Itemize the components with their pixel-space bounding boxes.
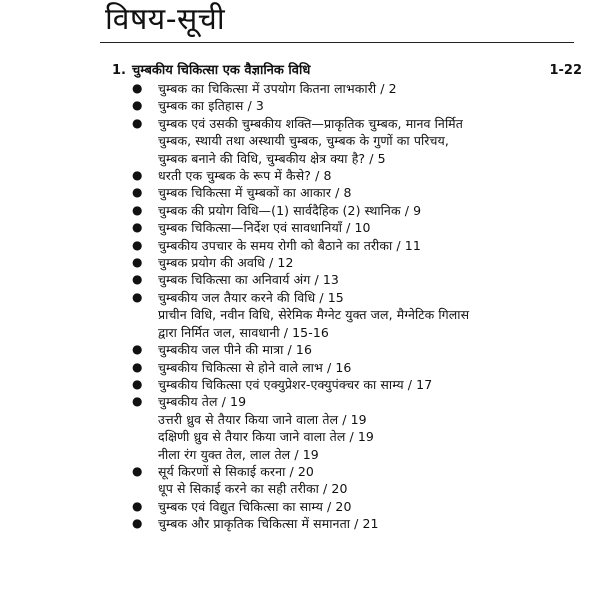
toc-entry [132,463,530,498]
toc-entry [132,515,530,532]
toc-subentry-text: उत्तरी ध्रुव से तैयार किया जाने वाला तेल / 19 [158,411,367,427]
page-title: विषय-सूची [105,2,226,37]
toc-entry-text: चुम्बकीय उपचार के समय रोगी को बैठाने का तरीका / 11 [158,237,421,253]
bullet-icon: ● [132,394,143,409]
toc-entry-text: चुम्बकीय जल तैयार करने की विधि / 15 [158,289,344,305]
bullet-icon: ● [132,272,143,287]
chapter-number: 1. [112,63,126,78]
toc-entry-list [0,80,600,533]
toc-entry-text: चुम्बक चिकित्सा—निर्देश एवं सावधानियाँ / 10 [158,220,371,236]
toc-entry [132,97,530,114]
toc-entry-text: चुम्बक का चिकित्सा में उपयोग कितना लाभकारी / 2 [158,81,397,96]
bullet-icon: ● [132,168,143,183]
bullet-icon: ● [132,342,143,357]
toc-subentry-text: प्राचीन विधि, नवीन विधि, सेरेमिक मैग्नेट युक्त जल, मैग्नेटिक गिलास [158,307,470,323]
bullet-icon: ● [132,255,143,270]
toc-entry-text: चुम्बक और प्राकृतिक चिकित्सा में समानता / 21 [158,516,379,532]
toc-entry-text: चुम्बक एवं विद्युत चिकित्सा का साम्य / 20 [158,498,352,514]
toc-entry [132,359,530,376]
toc-entry [132,184,530,201]
toc-entry-text: चुम्बक की प्रयोग विधि—(1) सार्वदैहिक (2) स्थानिक / 9 [158,202,422,218]
toc-entry-text: चुम्बकीय तेल / 19 [158,394,247,410]
toc-entry-text: चुम्बकीय चिकित्सा से होने वाले लाभ / 16 [158,359,352,375]
bullet-icon: ● [132,516,143,531]
bullet-icon: ● [132,220,143,235]
toc-entry [132,341,530,358]
toc-entry-text: चुम्बक बनाने की विधि, चुम्बकीय क्षेत्र क्या है? / 5 [158,150,386,166]
toc-entry [132,80,530,97]
toc-entry-text: सूर्य किरणों से सिकाई करना / 20 [158,463,314,479]
toc-subentry-text: नीला रंग युक्त तेल, लाल तेल / 19 [158,446,319,462]
toc-entry [132,254,530,271]
toc-entry-text: चुम्बक प्रयोग की अवधि / 12 [158,255,294,271]
toc-entry-text: चुम्बक एवं उसकी चुम्बकीय शक्ति—प्राकृतिक चुम्बक, मानव निर्मित [158,115,463,131]
bullet-icon: ● [132,185,143,200]
toc-entry [132,376,530,393]
bullet-icon: ● [132,98,143,113]
toc-subentry-text: दक्षिणी ध्रुव से तैयार किया जाने वाला तेल / 19 [158,429,374,445]
bullet-icon: ● [132,376,143,391]
toc-entry [132,219,530,236]
toc-entry-text: चुम्बकीय चिकित्सा एवं एक्युप्रेशर-एक्युपंक्चर का साम्य / 17 [158,376,433,392]
bullet-icon: ● [132,289,143,304]
bullet-icon: ● [132,202,143,217]
toc-entry-text: चुम्बक चिकित्सा का अनिवार्य अंग / 13 [158,272,339,288]
bullet-icon: ● [132,81,143,95]
toc-entry-text: चुम्बक चिकित्सा में चुम्बकों का आकार / 8 [158,185,352,201]
bullet-icon: ● [132,115,143,130]
toc-entry [132,393,530,463]
toc-entry [132,289,530,341]
toc-entry [132,115,530,167]
bullet-icon: ● [132,359,143,374]
bullet-icon: ● [132,237,143,252]
toc-entry [132,237,530,254]
toc-subentry-text: द्वारा निर्मित जल, सावधानी / 15-16 [158,324,329,340]
toc-entry-text: चुम्बक का इतिहास / 3 [158,98,264,114]
toc-entry [132,271,530,288]
title-divider [100,42,574,43]
toc-subentry-text: धूप से सिकाई करने का सही तरीका / 20 [158,481,348,497]
bullet-icon: ● [132,463,143,478]
bullet-icon: ● [132,498,143,513]
toc-entry-text: चुम्बकीय जल पीने की मात्रा / 16 [158,342,312,358]
toc-entry [132,498,530,515]
toc-entry [132,167,530,184]
toc-entry-text: धरती एक चुम्बक के रूप में कैसे? / 8 [158,168,332,184]
chapter-page-range: 1-22 [549,63,582,78]
toc-entry [132,202,530,219]
chapter-title: चुम्बकीय चिकित्सा एक वैज्ञानिक विधि [132,63,311,78]
toc-entry-text: चुम्बक, स्थायी तथा अस्थायी चुम्बक, चुम्बक के गुणों का परिचय, [158,133,449,149]
